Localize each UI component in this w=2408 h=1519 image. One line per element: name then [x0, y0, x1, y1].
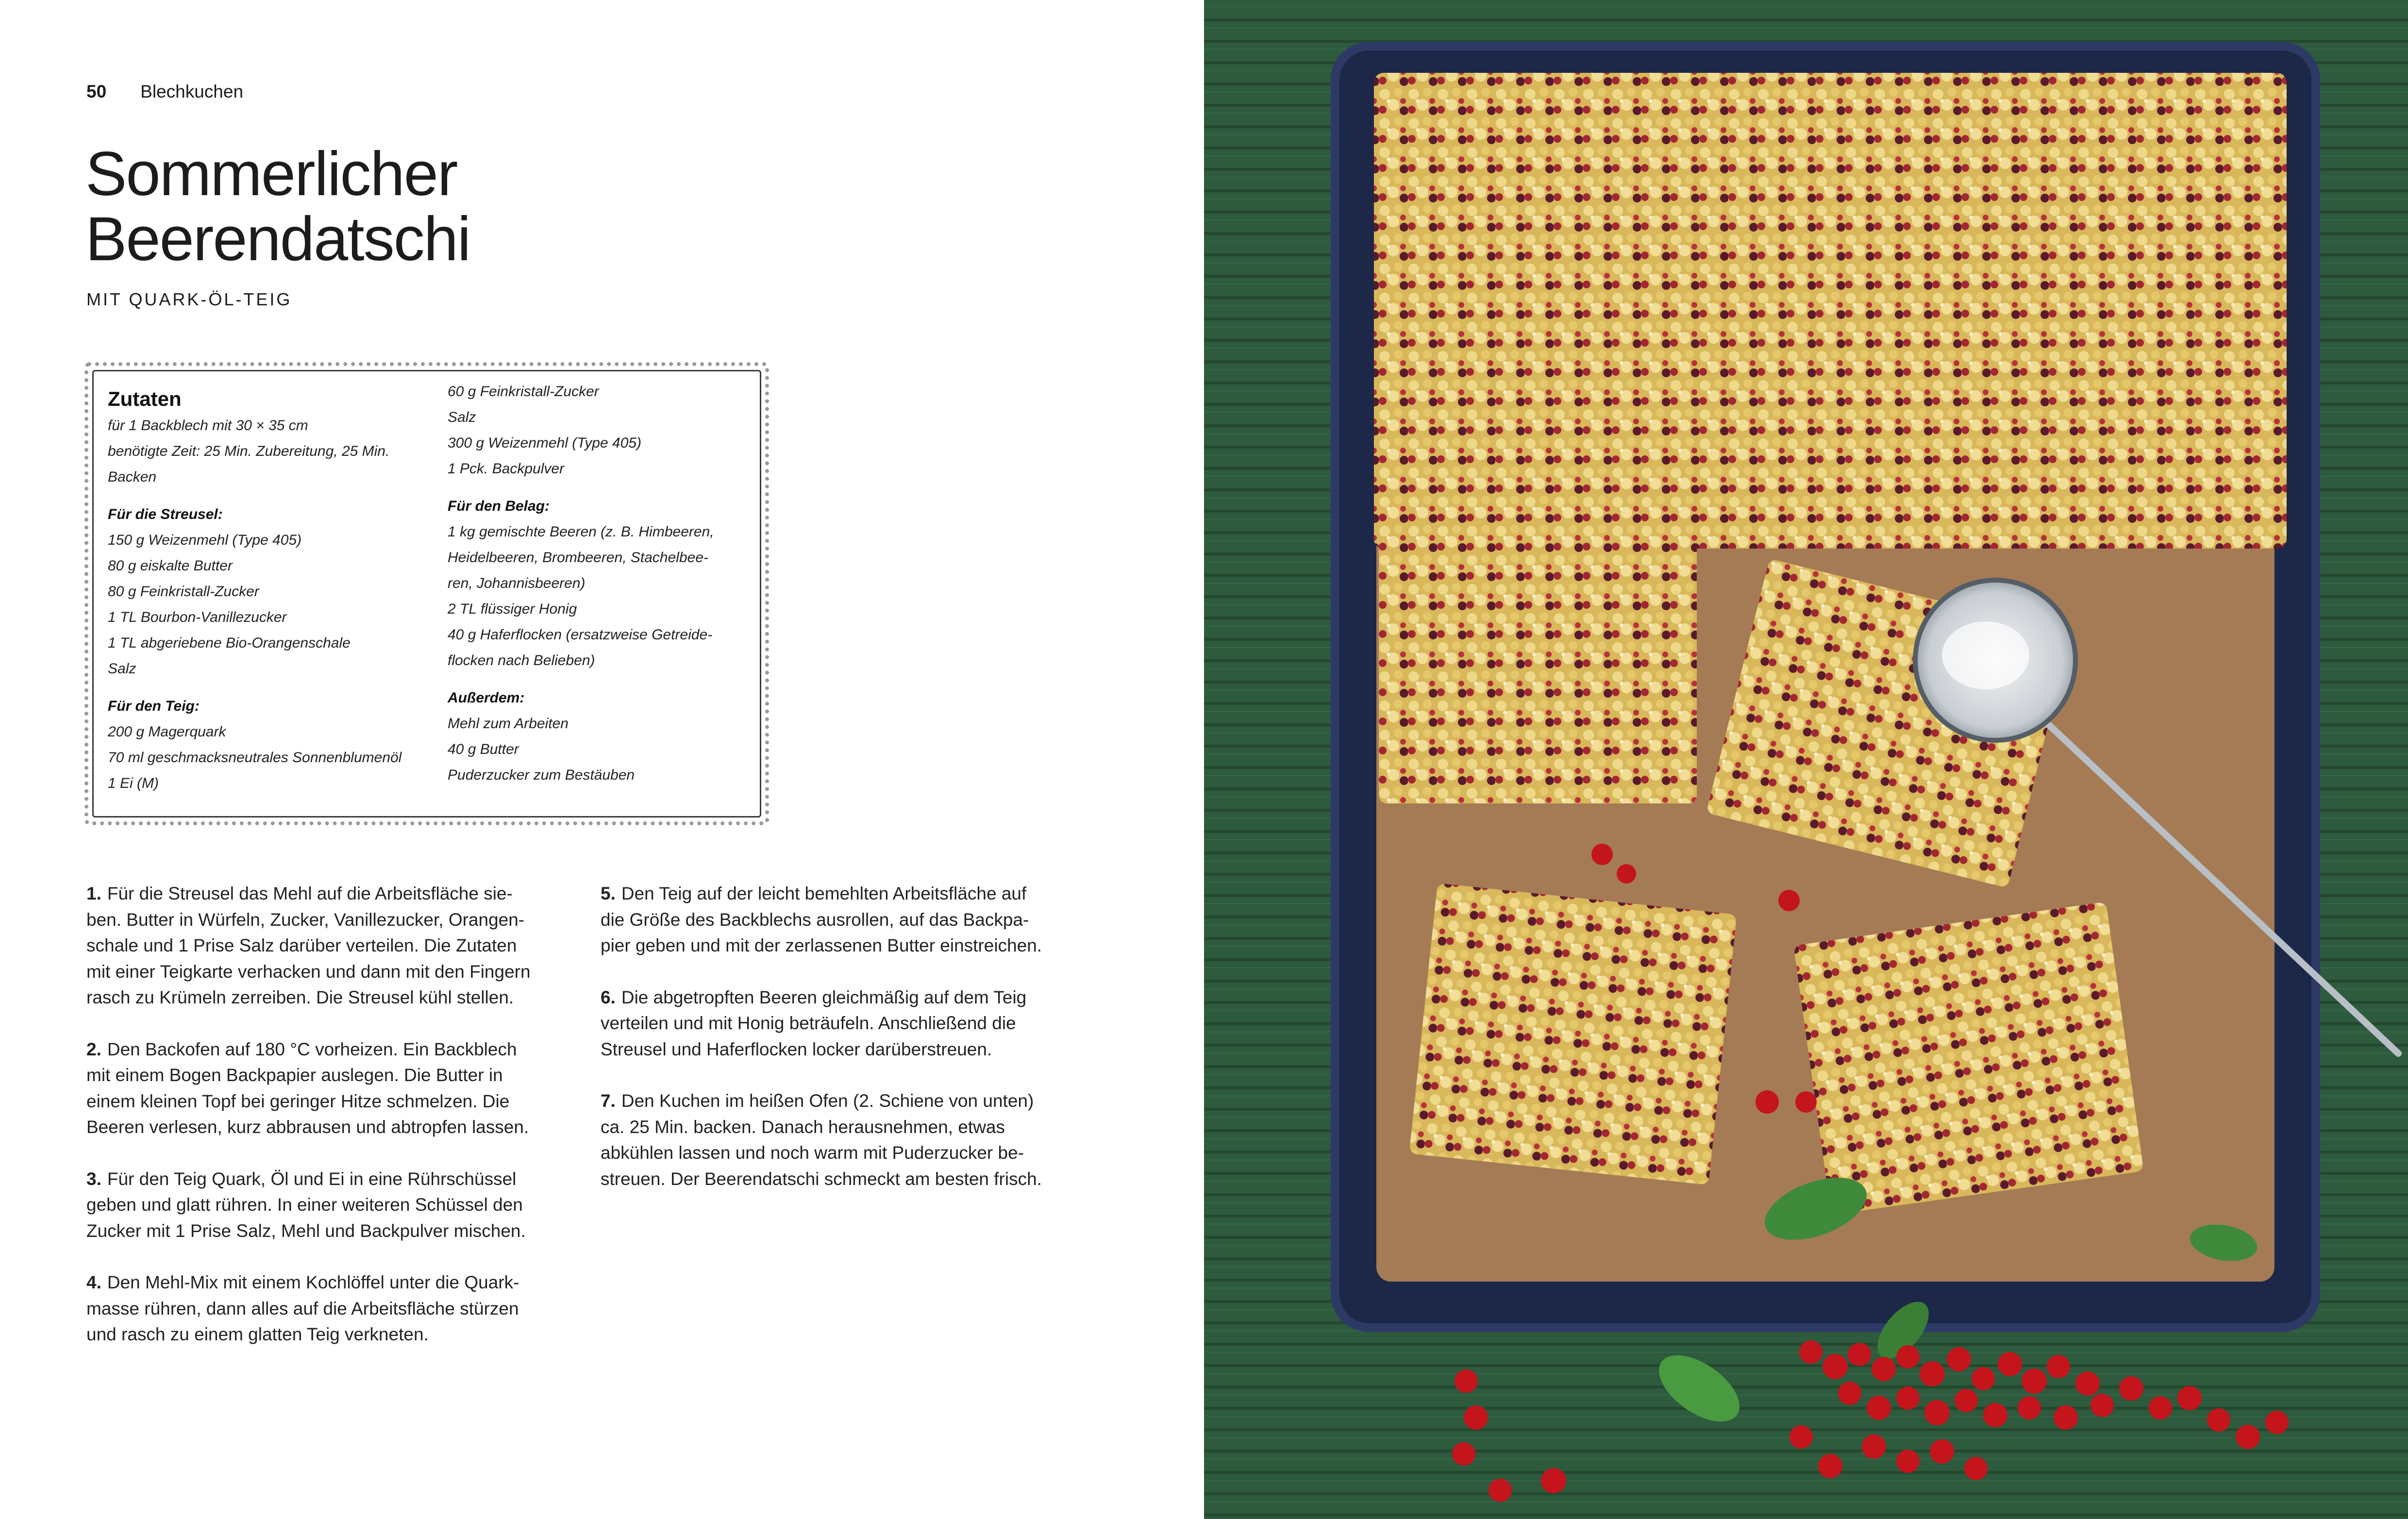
- recipe-title-line-2: Beerendatschi: [85, 204, 470, 274]
- step-number: 2.: [86, 1039, 101, 1059]
- instructions-column-left: [86, 881, 572, 1373]
- step-2: [86, 1036, 572, 1140]
- step-text: Zucker mit 1 Prise Salz, Mehl und Backpulver mischen.: [86, 1220, 526, 1241]
- ingredient-intro: Backen: [108, 469, 157, 485]
- ingredient-item: 60 g Feinkristall-Zucker: [448, 384, 599, 400]
- step-text: streuen. Der Beerendatschi schmeckt am besten frisch.: [601, 1168, 1042, 1189]
- step-text: und rasch zu einem glatten Teig verkneten.: [86, 1324, 429, 1344]
- ingredients-heading: Zutaten: [108, 387, 182, 410]
- ingredient-item: 40 g Haferflocken (ersatzweise Getreide-: [448, 627, 713, 643]
- ingredient-item: 1 Pck. Backpulver: [448, 461, 565, 477]
- teig-heading: Für den Teig:: [108, 698, 200, 714]
- food-photo: [1204, 0, 2408, 1519]
- step-number: 1.: [86, 884, 101, 903]
- ingredient-item: Mehl zum Arbeiten: [448, 716, 569, 732]
- cake-slice: [1793, 901, 2144, 1215]
- step-text: ca. 25 Min. backen. Danach herausnehmen, etwas: [601, 1117, 1005, 1137]
- ingredient-item: Puderzucker zum Bestäuben: [448, 767, 635, 783]
- ingredient-item: Salz: [108, 661, 136, 677]
- belag-heading: Für den Belag:: [448, 498, 550, 514]
- ingredient-item: 1 Ei (M): [108, 775, 159, 791]
- recipe-title-line-1: Sommerlicher: [85, 139, 457, 209]
- step-text: Den Kuchen im heißen Ofen (2. Schiene von unten): [621, 1091, 1034, 1111]
- cake-slice: [1409, 883, 1737, 1185]
- step-text: Für den Teig Quark, Öl und Ei in eine Rührschüssel: [107, 1168, 517, 1189]
- ingredients-box: [84, 362, 769, 825]
- ingredient-item: 200 g Magerquark: [108, 724, 226, 740]
- cake-slab: [1374, 73, 2287, 549]
- step-7: [601, 1088, 1086, 1192]
- recipe-subtitle: MIT QUARK-ÖL-TEIG: [86, 289, 292, 309]
- step-text: rasch zu Krümeln zerreiben. Die Streusel kühl stellen.: [86, 987, 514, 1007]
- step-text: mit einem Bogen Backpapier auslegen. Die Butter in: [86, 1065, 503, 1085]
- step-text: Streusel und Haferflocken locker darüberstreuen.: [601, 1039, 992, 1059]
- step-text: verteilen und mit Honig beträufeln. Anschließend die: [601, 1013, 1016, 1033]
- cake-slice: [1379, 541, 1697, 803]
- step-text: Den Backofen auf 180 °C vorheizen. Ein Backblech: [107, 1039, 517, 1059]
- step-text: ben. Butter in Würfeln, Zucker, Vanillezucker, Orangen-: [86, 909, 525, 930]
- step-text: Den Teig auf der leicht bemehlten Arbeitsfläche auf: [621, 884, 1027, 903]
- step-number: 4.: [86, 1272, 101, 1292]
- ingredients-column-right: [448, 379, 749, 788]
- step-4: [86, 1269, 572, 1348]
- step-text: geben und glatt rühren. In einer weiteren Schüssel den: [86, 1195, 523, 1215]
- page-header: [86, 82, 243, 102]
- step-1: [86, 881, 572, 1011]
- step-5: [601, 881, 1086, 959]
- ingredient-item: 70 ml geschmacksneutrales Sonnenblumenöl: [108, 750, 402, 766]
- ingredient-item: flocken nach Belieben): [448, 652, 595, 668]
- instructions-column-right: [601, 881, 1086, 1218]
- step-text: einem kleinen Topf bei geringer Hitze schmelzen. Die: [86, 1091, 510, 1111]
- recipe-title: [85, 139, 470, 274]
- ingredient-item: 150 g Weizenmehl (Type 405): [108, 532, 302, 548]
- ingredient-item: ren, Johannisbeeren): [448, 575, 585, 591]
- step-text: Die abgetropften Beeren gleichmäßig auf dem Teig: [621, 987, 1027, 1007]
- step-number: 5.: [601, 884, 616, 903]
- streusel-heading: Für die Streusel:: [108, 506, 223, 522]
- ingredient-item: 1 kg gemischte Beeren (z. B. Himbeeren,: [448, 524, 714, 540]
- step-text: Für die Streusel das Mehl auf die Arbeitsfläche sie-: [107, 884, 513, 903]
- step-number: 3.: [86, 1168, 101, 1189]
- ingredient-intro: für 1 Backblech mit 30 × 35 cm: [108, 417, 308, 434]
- step-text: Beeren verlesen, kurz abbrausen und abtropfen lassen.: [86, 1117, 529, 1137]
- ingredient-item: Heidelbeeren, Brombeeren, Stachelbee-: [448, 550, 708, 566]
- ingredient-item: 2 TL flüssiger Honig: [448, 601, 577, 617]
- ausserdem-heading: Außerdem:: [448, 690, 525, 706]
- ingredient-item: 80 g Feinkristall-Zucker: [108, 584, 259, 600]
- ingredient-item: 40 g Butter: [448, 741, 519, 757]
- ingredient-intro: benötigte Zeit: 25 Min. Zubereitung, 25 Min.: [108, 443, 390, 459]
- step-text: pier geben und mit der zerlassenen Butter einstreichen.: [601, 935, 1042, 955]
- ingredient-item: 300 g Weizenmehl (Type 405): [448, 435, 642, 451]
- step-6: [601, 985, 1086, 1063]
- step-text: mit einer Teigkarte verhacken und dann mit den Fingern: [86, 961, 531, 982]
- page-number: 50: [86, 82, 107, 101]
- step-3: [86, 1166, 572, 1244]
- step-number: 7.: [601, 1091, 616, 1111]
- ingredient-item: 80 g eiskalte Butter: [108, 558, 233, 574]
- powdered-sugar: [1942, 621, 2029, 689]
- ingredient-item: 1 TL Bourbon-Vanillezucker: [108, 609, 287, 625]
- step-text: masse rühren, dann alles auf die Arbeitsfläche stürzen: [86, 1298, 519, 1319]
- step-text: Den Mehl-Mix mit einem Kochlöffel unter die Quark-: [107, 1272, 519, 1292]
- section-title: Blechkuchen: [140, 82, 244, 101]
- ingredients-column-left: [108, 385, 409, 796]
- ingredient-item: Salz: [448, 409, 476, 425]
- step-text: abkühlen lassen und noch warm mit Puderzucker be-: [601, 1143, 1024, 1163]
- step-text: die Größe des Backblechs ausrollen, auf das Backpa-: [601, 909, 1029, 930]
- step-text: schale und 1 Prise Salz darüber verteilen. Die Zutaten: [86, 935, 517, 955]
- step-number: 6.: [601, 987, 616, 1007]
- ingredient-item: 1 TL abgeriebene Bio-Orangenschale: [108, 635, 351, 651]
